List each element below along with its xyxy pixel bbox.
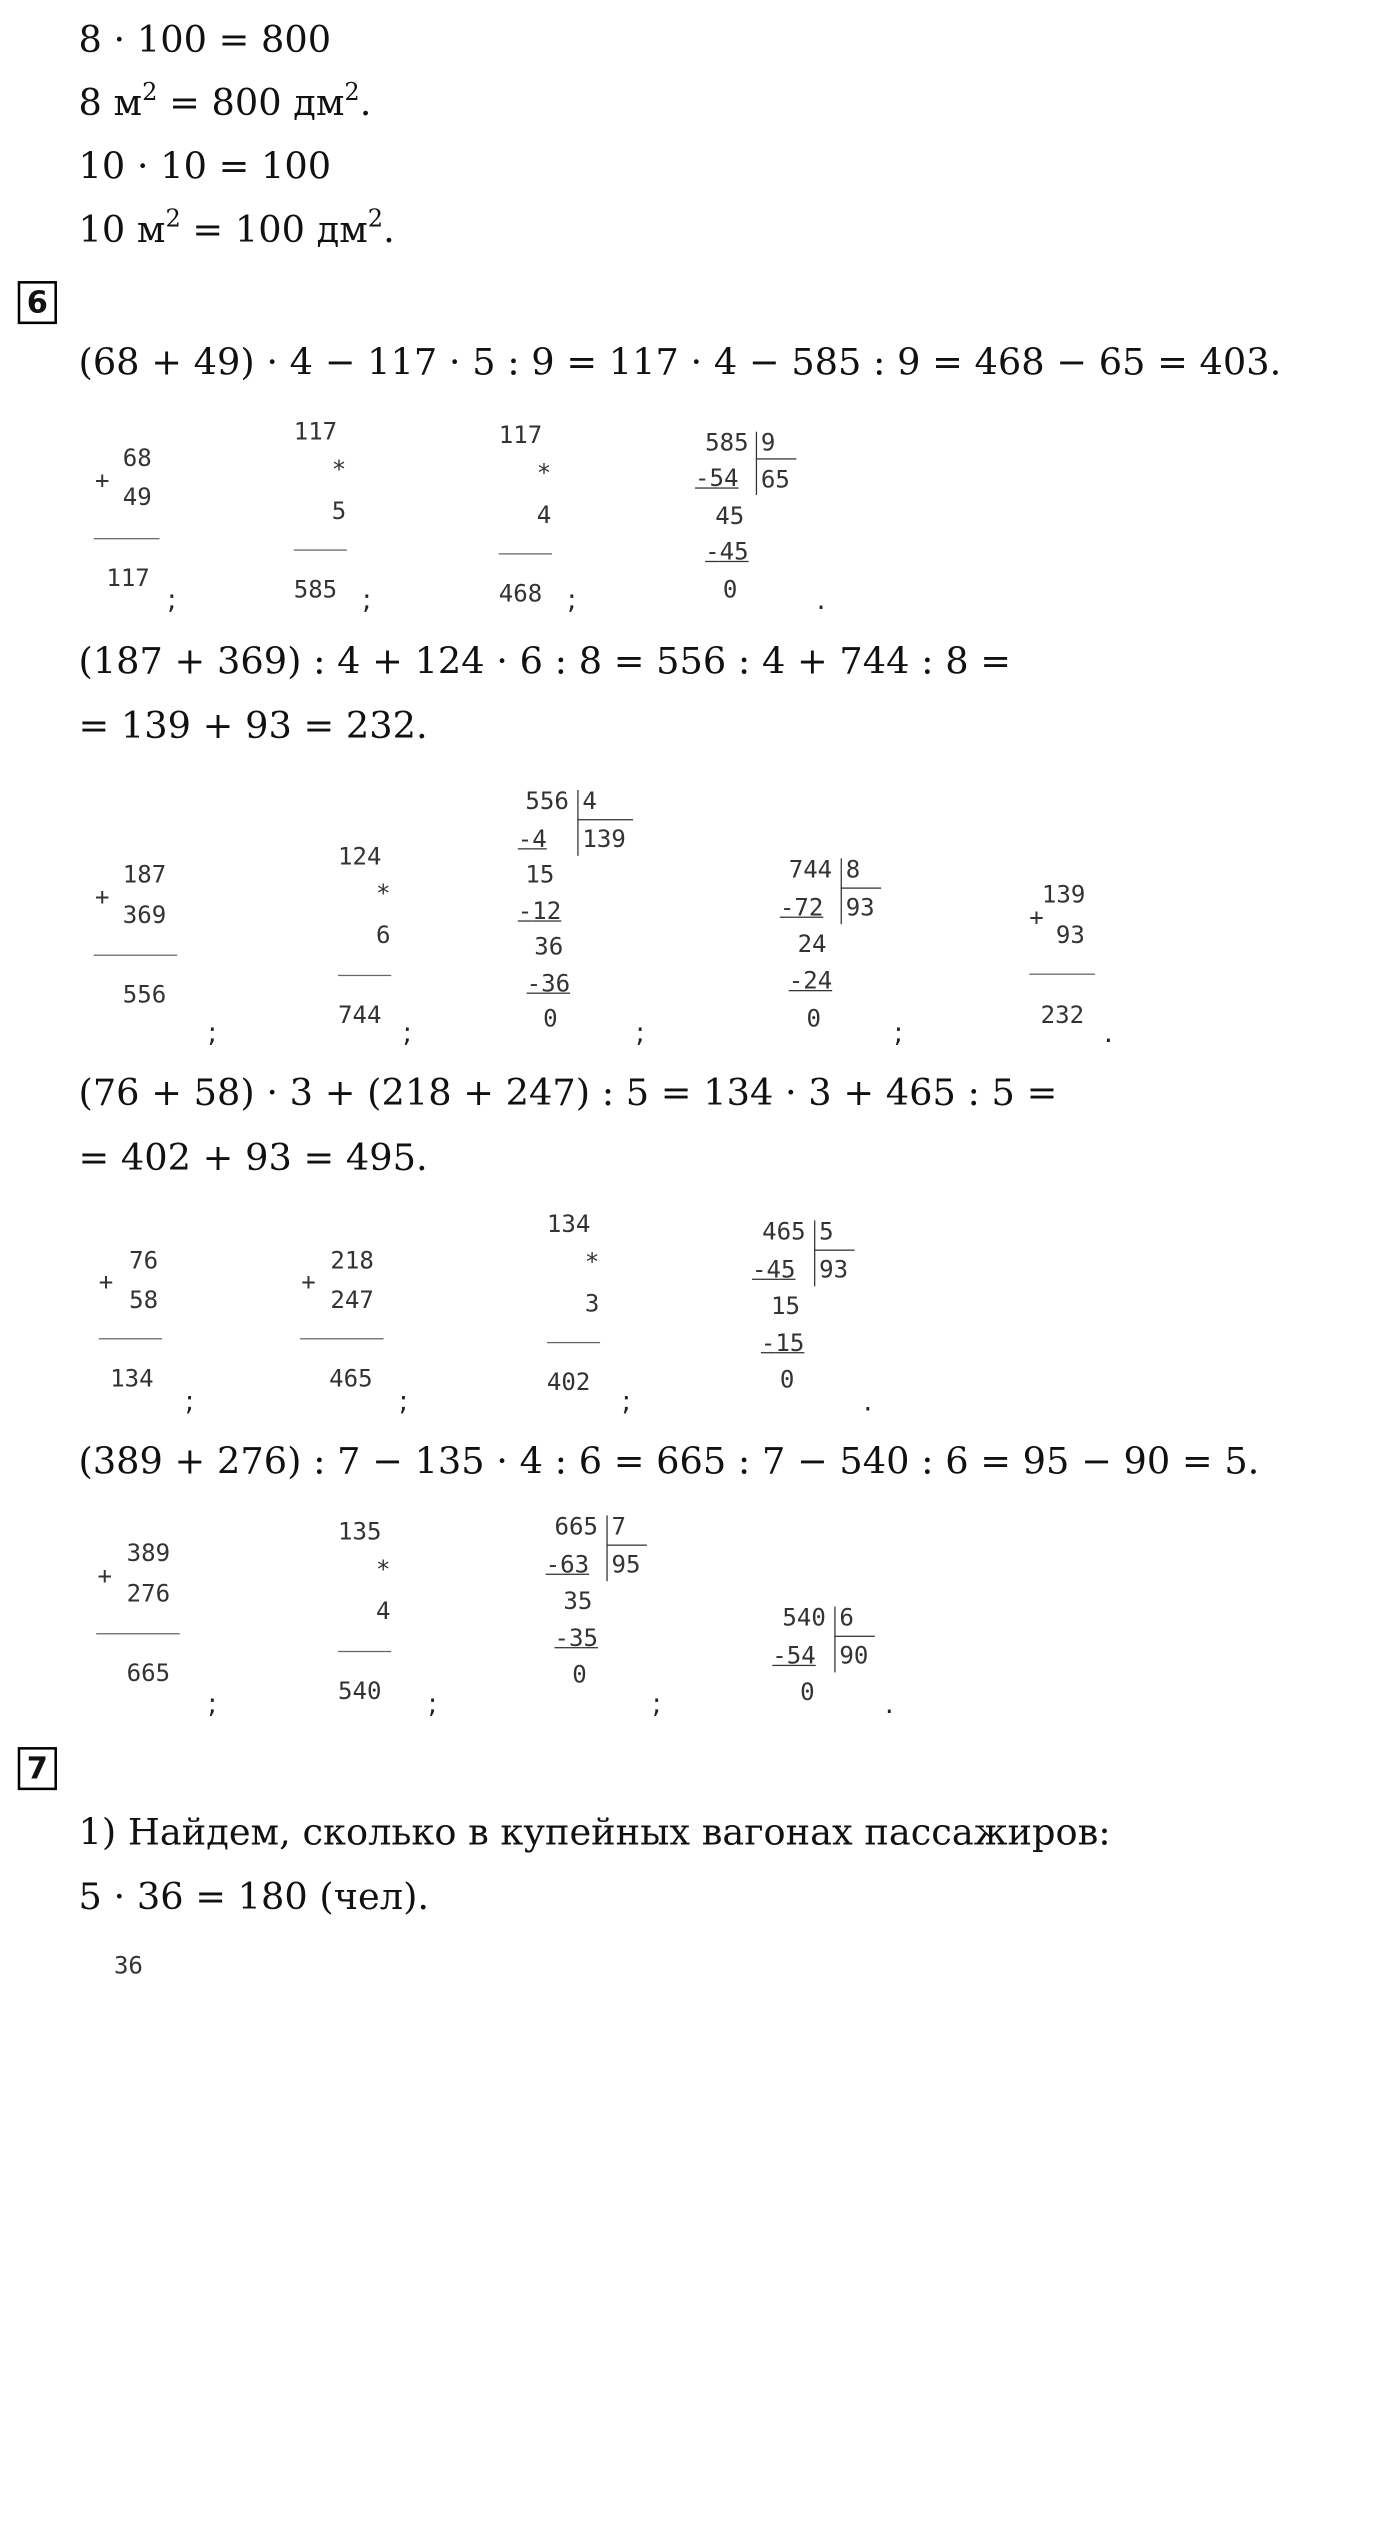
column-number: 3: [584, 1290, 600, 1318]
column-result: 744: [338, 1001, 382, 1030]
column-result: 665: [126, 1659, 171, 1688]
subtrahend: -36: [526, 969, 571, 998]
multiply-sign: *: [376, 1555, 391, 1584]
remainder: 35: [563, 1587, 593, 1616]
plus-sign: +: [94, 467, 110, 496]
column-result: 585: [293, 576, 338, 604]
column-number: 218: [330, 1247, 374, 1275]
dividend: 585: [705, 429, 749, 458]
division-bar: [577, 790, 578, 856]
separator: ;: [207, 1017, 218, 1050]
divisor: 7: [611, 1512, 626, 1541]
result-line: [99, 1338, 162, 1339]
separator: ;: [398, 1386, 409, 1418]
separator: .: [816, 584, 826, 617]
result-line: [1029, 974, 1095, 975]
separator: ;: [207, 1688, 218, 1721]
remainder: 24: [797, 930, 827, 959]
result-line: [94, 955, 178, 956]
equation-line: 5 · 36 = 180 (чел).: [78, 1874, 430, 1918]
equation-line: = 139 + 93 = 232.: [78, 703, 428, 747]
dividend: 665: [554, 1512, 598, 1541]
equation-line: 1) Найдем, сколько в купейных вагонах пассажиров:: [78, 1810, 1111, 1854]
subtrahend: -54: [772, 1642, 816, 1670]
equation-line: (76 + 58) · 3 + (218 + 247) : 5 = 134 · 3 + 465 : 5 =: [78, 1071, 1058, 1115]
remainder: 0: [543, 1005, 558, 1034]
equation-line: (68 + 49) · 4 − 117 · 5 : 9 = 117 · 4 − 585 : 9 = 468 − 65 = 403.: [78, 340, 1282, 384]
quotient: 93: [819, 1255, 849, 1284]
division-bar: [814, 1250, 855, 1251]
result-line: [338, 975, 391, 976]
division-bar: [577, 819, 633, 820]
remainder: 15: [525, 860, 555, 889]
quotient: 65: [760, 465, 790, 494]
division-bar: [841, 887, 882, 888]
dividend: 465: [762, 1217, 806, 1246]
dividend: 556: [525, 787, 569, 816]
remainder: 45: [715, 502, 745, 531]
column-number: 135: [338, 1517, 382, 1546]
separator: ;: [635, 1017, 645, 1050]
column-result: 232: [1040, 1001, 1085, 1030]
dividend: 744: [788, 855, 833, 884]
quotient: 95: [611, 1550, 641, 1579]
multiply-sign: *: [376, 879, 391, 908]
column-number: 49: [122, 483, 152, 512]
result-line: [547, 1342, 600, 1343]
result-line: [499, 553, 552, 554]
column-result: 556: [122, 981, 167, 1010]
column-number: 4: [536, 501, 552, 530]
separator: ;: [167, 584, 177, 617]
plus-sign: +: [94, 883, 110, 912]
column-number: 134: [546, 1210, 591, 1239]
subtrahend: -35: [554, 1624, 598, 1653]
plus-sign: +: [97, 1562, 112, 1591]
column-number: 5: [331, 497, 347, 526]
separator: .: [884, 1688, 894, 1721]
subtrahend: -4: [517, 825, 547, 854]
column-number: 117: [293, 417, 338, 446]
separator: ;: [621, 1386, 632, 1418]
column-number: 6: [376, 921, 391, 950]
subtrahend: -63: [545, 1550, 590, 1579]
subtrahend: -45: [752, 1255, 796, 1284]
multiply-sign: *: [584, 1248, 600, 1277]
column-number: 4: [376, 1597, 391, 1626]
remainder: 0: [806, 1005, 821, 1034]
column-result: 465: [329, 1364, 373, 1393]
separator: ;: [893, 1017, 904, 1050]
equation-line: 10 · 10 = 100: [78, 144, 332, 188]
result-line: [300, 1338, 384, 1339]
plus-sign: +: [301, 1268, 316, 1297]
separator: ;: [184, 1386, 195, 1418]
quotient: 90: [839, 1642, 869, 1670]
equation-line: (187 + 369) : 4 + 124 · 6 : 8 = 556 : 4 + 744 : 8 =: [78, 639, 1012, 683]
quotient: 139: [582, 825, 626, 854]
column-result: 540: [338, 1677, 382, 1706]
division-bar: [834, 1607, 835, 1673]
column-number: 187: [122, 860, 167, 889]
remainder: 15: [770, 1292, 800, 1321]
subtrahend: -15: [760, 1329, 805, 1358]
separator: .: [863, 1386, 873, 1418]
plus-sign: +: [1029, 903, 1044, 932]
column-number: 117: [498, 421, 543, 450]
remainder: 36: [534, 933, 564, 961]
separator: .: [1103, 1017, 1113, 1050]
subtrahend: -12: [517, 897, 562, 926]
column-result: 468: [498, 579, 543, 608]
subtrahend: -72: [779, 893, 824, 922]
division-bar: [841, 858, 842, 924]
result-line: [94, 538, 160, 539]
result-line: [294, 549, 347, 550]
separator: ;: [427, 1688, 438, 1721]
subtrahend: -54: [695, 464, 739, 493]
equation-line: = 402 + 93 = 495.: [78, 1135, 428, 1179]
remainder: 0: [572, 1660, 587, 1689]
plus-sign: +: [98, 1268, 114, 1297]
remainder: 0: [800, 1678, 815, 1707]
column-number: 276: [126, 1579, 171, 1608]
division-bar: [814, 1220, 815, 1286]
quotient: 93: [845, 893, 875, 922]
result-line: [338, 1651, 391, 1652]
column-number: 36: [113, 1952, 143, 1981]
division-bar: [756, 432, 757, 495]
divisor: 5: [819, 1217, 834, 1246]
column-result: 117: [106, 564, 150, 593]
separator: ;: [402, 1017, 412, 1050]
column-result: 134: [110, 1364, 154, 1393]
column-number: 247: [330, 1286, 374, 1315]
equation-line: 8 · 100 = 800: [78, 17, 332, 61]
column-number: 389: [126, 1539, 171, 1568]
column-number: 139: [1041, 881, 1086, 909]
separator: ;: [362, 584, 372, 617]
divisor: 6: [839, 1604, 854, 1632]
subtrahend: -24: [788, 967, 833, 996]
divisor: 4: [582, 787, 597, 816]
task-number-box: 7: [18, 1747, 57, 1790]
subtrahend: -45: [705, 538, 749, 566]
column-number: 369: [122, 901, 167, 930]
divisor: 9: [760, 429, 776, 458]
divisor: 8: [845, 855, 861, 884]
column-number: 58: [129, 1286, 159, 1315]
division-bar: [606, 1545, 647, 1546]
dividend: 540: [782, 1604, 826, 1632]
remainder: 0: [779, 1366, 795, 1394]
column-number: 68: [122, 444, 152, 473]
result-line: [96, 1633, 180, 1634]
separator: ;: [651, 1688, 662, 1721]
equation-line: 10 $м^2 = 100$ $дм^2$.: [78, 205, 395, 251]
column-result: 402: [546, 1368, 591, 1397]
equation-line: 8 $м^2 = 800$ $дм^2$.: [78, 78, 372, 125]
division-bar: [606, 1515, 607, 1581]
division-bar: [756, 458, 797, 459]
equation-line: (389 + 276) : 7 − 135 · 4 : 6 = 665 : 7 − 540 : 6 = 95 − 90 = 5.: [78, 1439, 1260, 1483]
task-number-box: 6: [18, 281, 57, 324]
remainder: 0: [722, 576, 738, 604]
column-number: 93: [1055, 921, 1085, 950]
multiply-sign: *: [331, 455, 347, 484]
column-number: 124: [338, 843, 382, 872]
separator: ;: [567, 584, 577, 617]
division-bar: [834, 1636, 875, 1637]
multiply-sign: *: [536, 459, 552, 488]
column-number: 76: [129, 1247, 159, 1275]
